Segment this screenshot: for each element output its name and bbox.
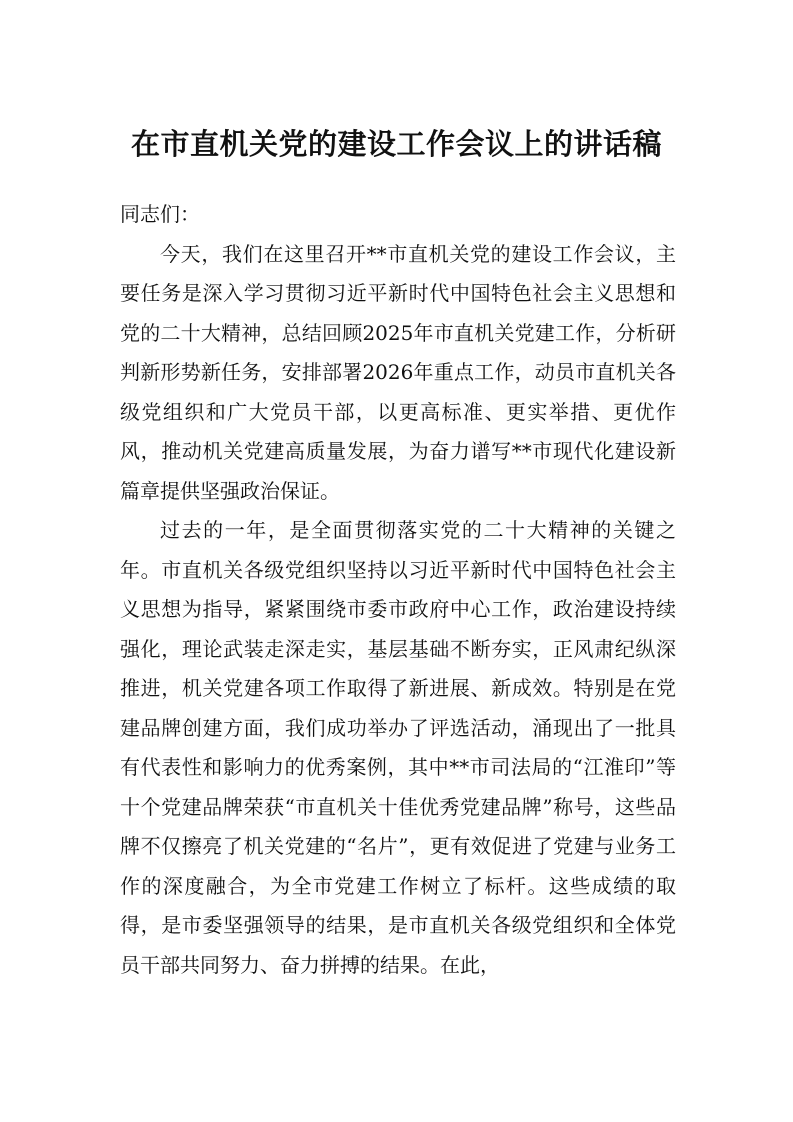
document-body [120,195,676,985]
paragraph-2: 过去的一年，是全面贯彻落实党的二十大精神的关键之年。市直机关各级党组织坚持以习近平新时代中国特色社会主义思想为指导，紧紧围绕市委市政府中心工作，政治建设持续强化，理论武装走深走实，基层基础不断夯实，正风肃纪纵深推进，机关党建各项工作取得了新进展、新成效。特别是在党建品牌创建方面，我们成功举办了评选活动，涌现出了一批具有代表性和影响力的优秀案例，其中**市司法局的“江淮印”等十个党建品牌荣获“市直机关十佳优秀党建品牌”称号，这些品牌不仅擦亮了机关党建的“名片”，更有效促进了党建与业务工作的深度融合，为全市党建工作树立了标杆。这些成绩的取得，是市委坚强领导的结果，是市直机关各级党组织和全体党员干部共同努力、奋力拼搏的结果。在此， [120,518,676,977]
salutation: 同志们： [120,202,200,226]
document-title: 在市直机关党的建设工作会议上的讲话稿 [130,127,662,161]
paragraph-1: 今天，我们在这里召开**市直机关党的建设工作会议，主要任务是深入学习贯彻习近平新时代中国特色社会主义思想和党的二十大精神，总结回顾2025年市直机关党建工作，分析研判新形势新任务，安排部署2026年重点工作，动员市直机关各级党组织和广大党员干部，以更高标准、更实举措、更优作风，推动机关党建高质量发展，为奋力谱写**市现代化建设新篇章提供坚强政治保证。 [120,241,676,503]
